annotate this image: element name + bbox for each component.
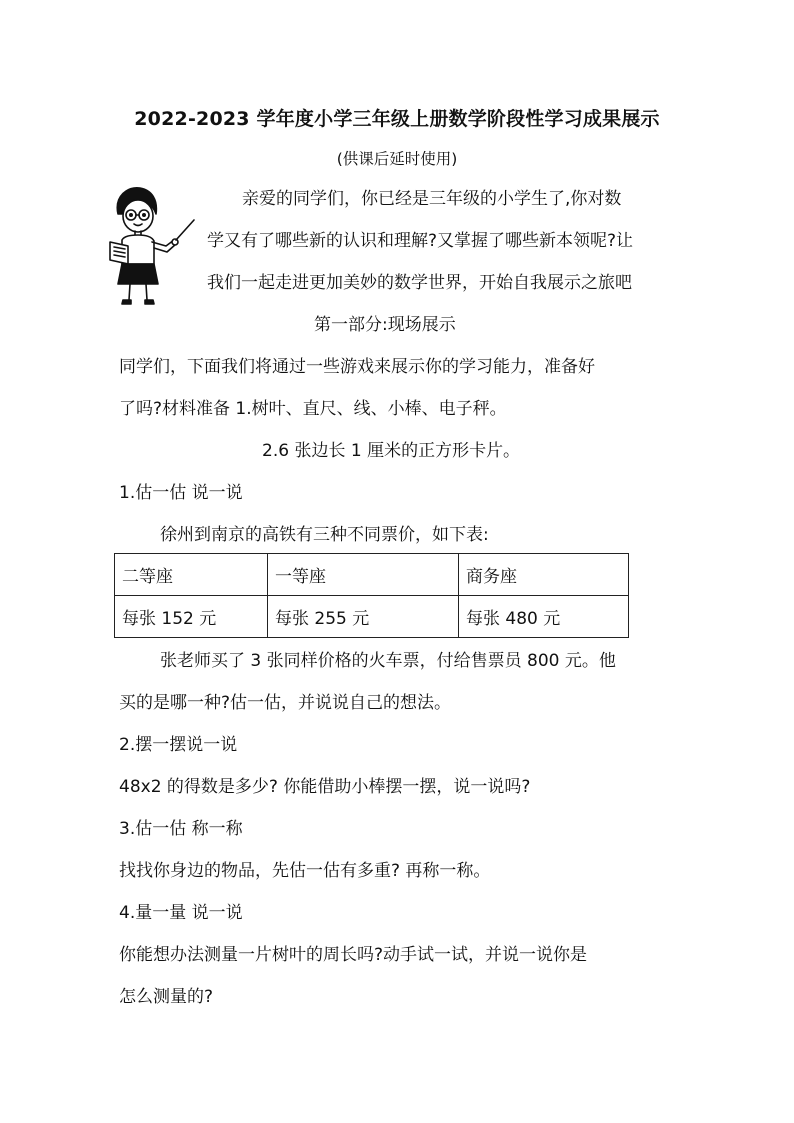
q1-intro: 徐州到南京的高铁有三种不同票价，如下表: (160, 525, 489, 545)
fare-table (114, 553, 629, 638)
q1-line-2: 买的是哪一种?估一估，并说说自己的想法。 (119, 693, 452, 713)
teacher-illustration (104, 184, 196, 308)
q2-heading: 2.摆一摆说一说 (119, 735, 238, 755)
document-subtitle: (供课后延时使用) (336, 150, 458, 168)
q3-text: 找找你身边的物品，先估一估有多重? 再称一称。 (119, 861, 491, 881)
q4-heading: 4.量一量 说一说 (119, 903, 243, 923)
q4-line-1: 你能想办法测量一片树叶的周长吗?动手试一试，并说一说你是 (119, 945, 588, 965)
q1-line-1: 张老师买了 3 张同样价格的火车票，付给售票员 800 元。他 (160, 651, 616, 671)
intro-line-2: 学又有了哪些新的认识和理解?又掌握了哪些新本领呢?让 (207, 231, 634, 251)
part1-line-2: 了吗?材料准备 1.树叶、直尺、线、小棒、电子秤。 (119, 399, 507, 419)
table-row (115, 596, 629, 638)
q4-line-2: 怎么测量的? (119, 987, 214, 1007)
table-header-cell: 一等座 (268, 554, 459, 596)
q1-heading: 1.估一估 说一说 (119, 483, 243, 503)
intro-line-1: 亲爱的同学们，你已经是三年级的小学生了,你对数 (242, 189, 622, 209)
part1-line-3: 2.6 张边长 1 厘米的正方形卡片。 (262, 441, 521, 461)
part1-heading: 第一部分:现场展示 (314, 315, 456, 335)
document-title: 2022-2023 学年度小学三年级上册数学阶段性学习成果展示 (134, 108, 660, 130)
table-cell: 每张 152 元 (115, 596, 268, 638)
q3-heading: 3.估一估 称一称 (119, 819, 243, 839)
part1-line-1: 同学们，下面我们将通过一些游戏来展示你的学习能力，准备好 (119, 357, 595, 377)
table-cell: 每张 255 元 (268, 596, 459, 638)
intro-line-3: 我们一起走进更加美妙的数学世界，开始自我展示之旅吧 (207, 273, 632, 293)
q2-text: 48x2 的得数是多少? 你能借助小棒摆一摆，说一说吗? (119, 777, 531, 797)
table-row (115, 554, 629, 596)
table-header-cell: 二等座 (115, 554, 268, 596)
table-header-cell: 商务座 (459, 554, 629, 596)
table-cell: 每张 480 元 (459, 596, 629, 638)
